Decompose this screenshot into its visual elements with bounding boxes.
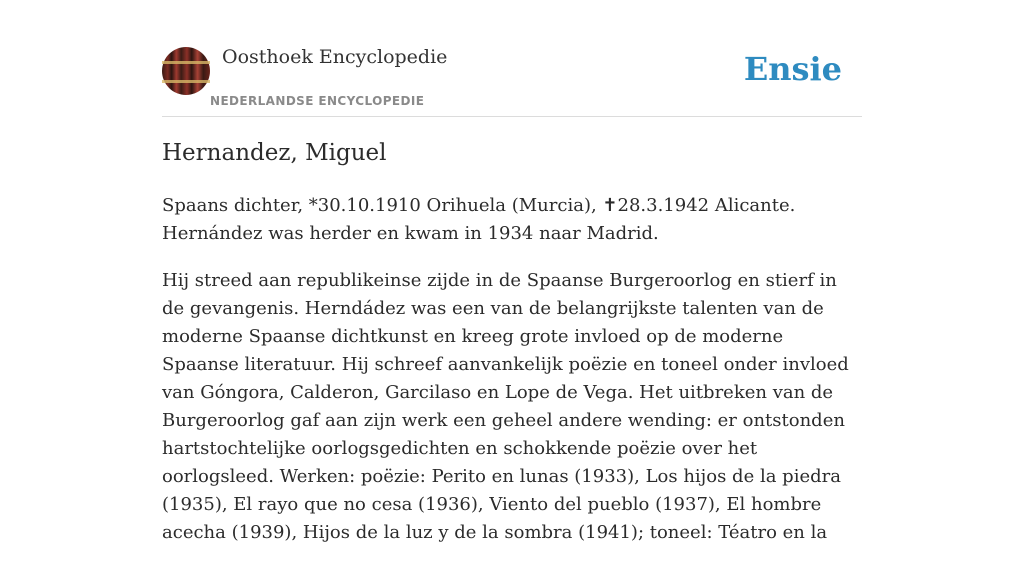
encyclopedia-books-avatar[interactable] bbox=[162, 47, 210, 95]
article-body bbox=[162, 192, 862, 566]
avatar-band-top bbox=[162, 61, 210, 64]
article-paragraph-1: Spaans dichter, *30.10.1910 Orihuela (Murcia), ✝28.3.1942 Alicante. Hernández was herder en kwam in 1934 naar Madrid. bbox=[162, 195, 796, 244]
article-paragraph-2: Hij streed aan republikeinse zijde in de Spaanse Burgeroorlog en stierf in de gevangenis. Herndádez was een van de belangrijkste talenten van de moderne Spaanse dichtkunst en kreeg grote invloed op de moderne Spaanse literatuur. Hij schreef aanvankelijk poëzie en toneel onder invloed van Góngora, Calderon, Garcilaso en Lope de Vega. Het uitbreken van de Burgeroorlog gaf aan zijn werk een geheel andere wending: er ontstonden hartstochtelijke oorlogsgedichten en schokkende poëzie over het oorlogsleed. Werken: poëzie: Perito en lunas (1933), Los hijos de la piedra (1935), El rayo que no cesa (1936), Viento del pueblo (1937), El hombre acecha (1939), Hijos de la luz y de la sombra (1941); toneel: Téatro en la bbox=[162, 270, 849, 543]
article-title: Hernandez, Miguel bbox=[162, 140, 387, 166]
site-subtitle: NEDERLANDSE ENCYCLOPEDIE bbox=[210, 94, 425, 108]
site-header bbox=[162, 0, 862, 117]
ensie-logo-link[interactable]: Ensie bbox=[743, 50, 842, 88]
site-title[interactable]: Oosthoek Encyclopedie bbox=[222, 46, 448, 68]
avatar-band-bottom bbox=[162, 80, 210, 83]
